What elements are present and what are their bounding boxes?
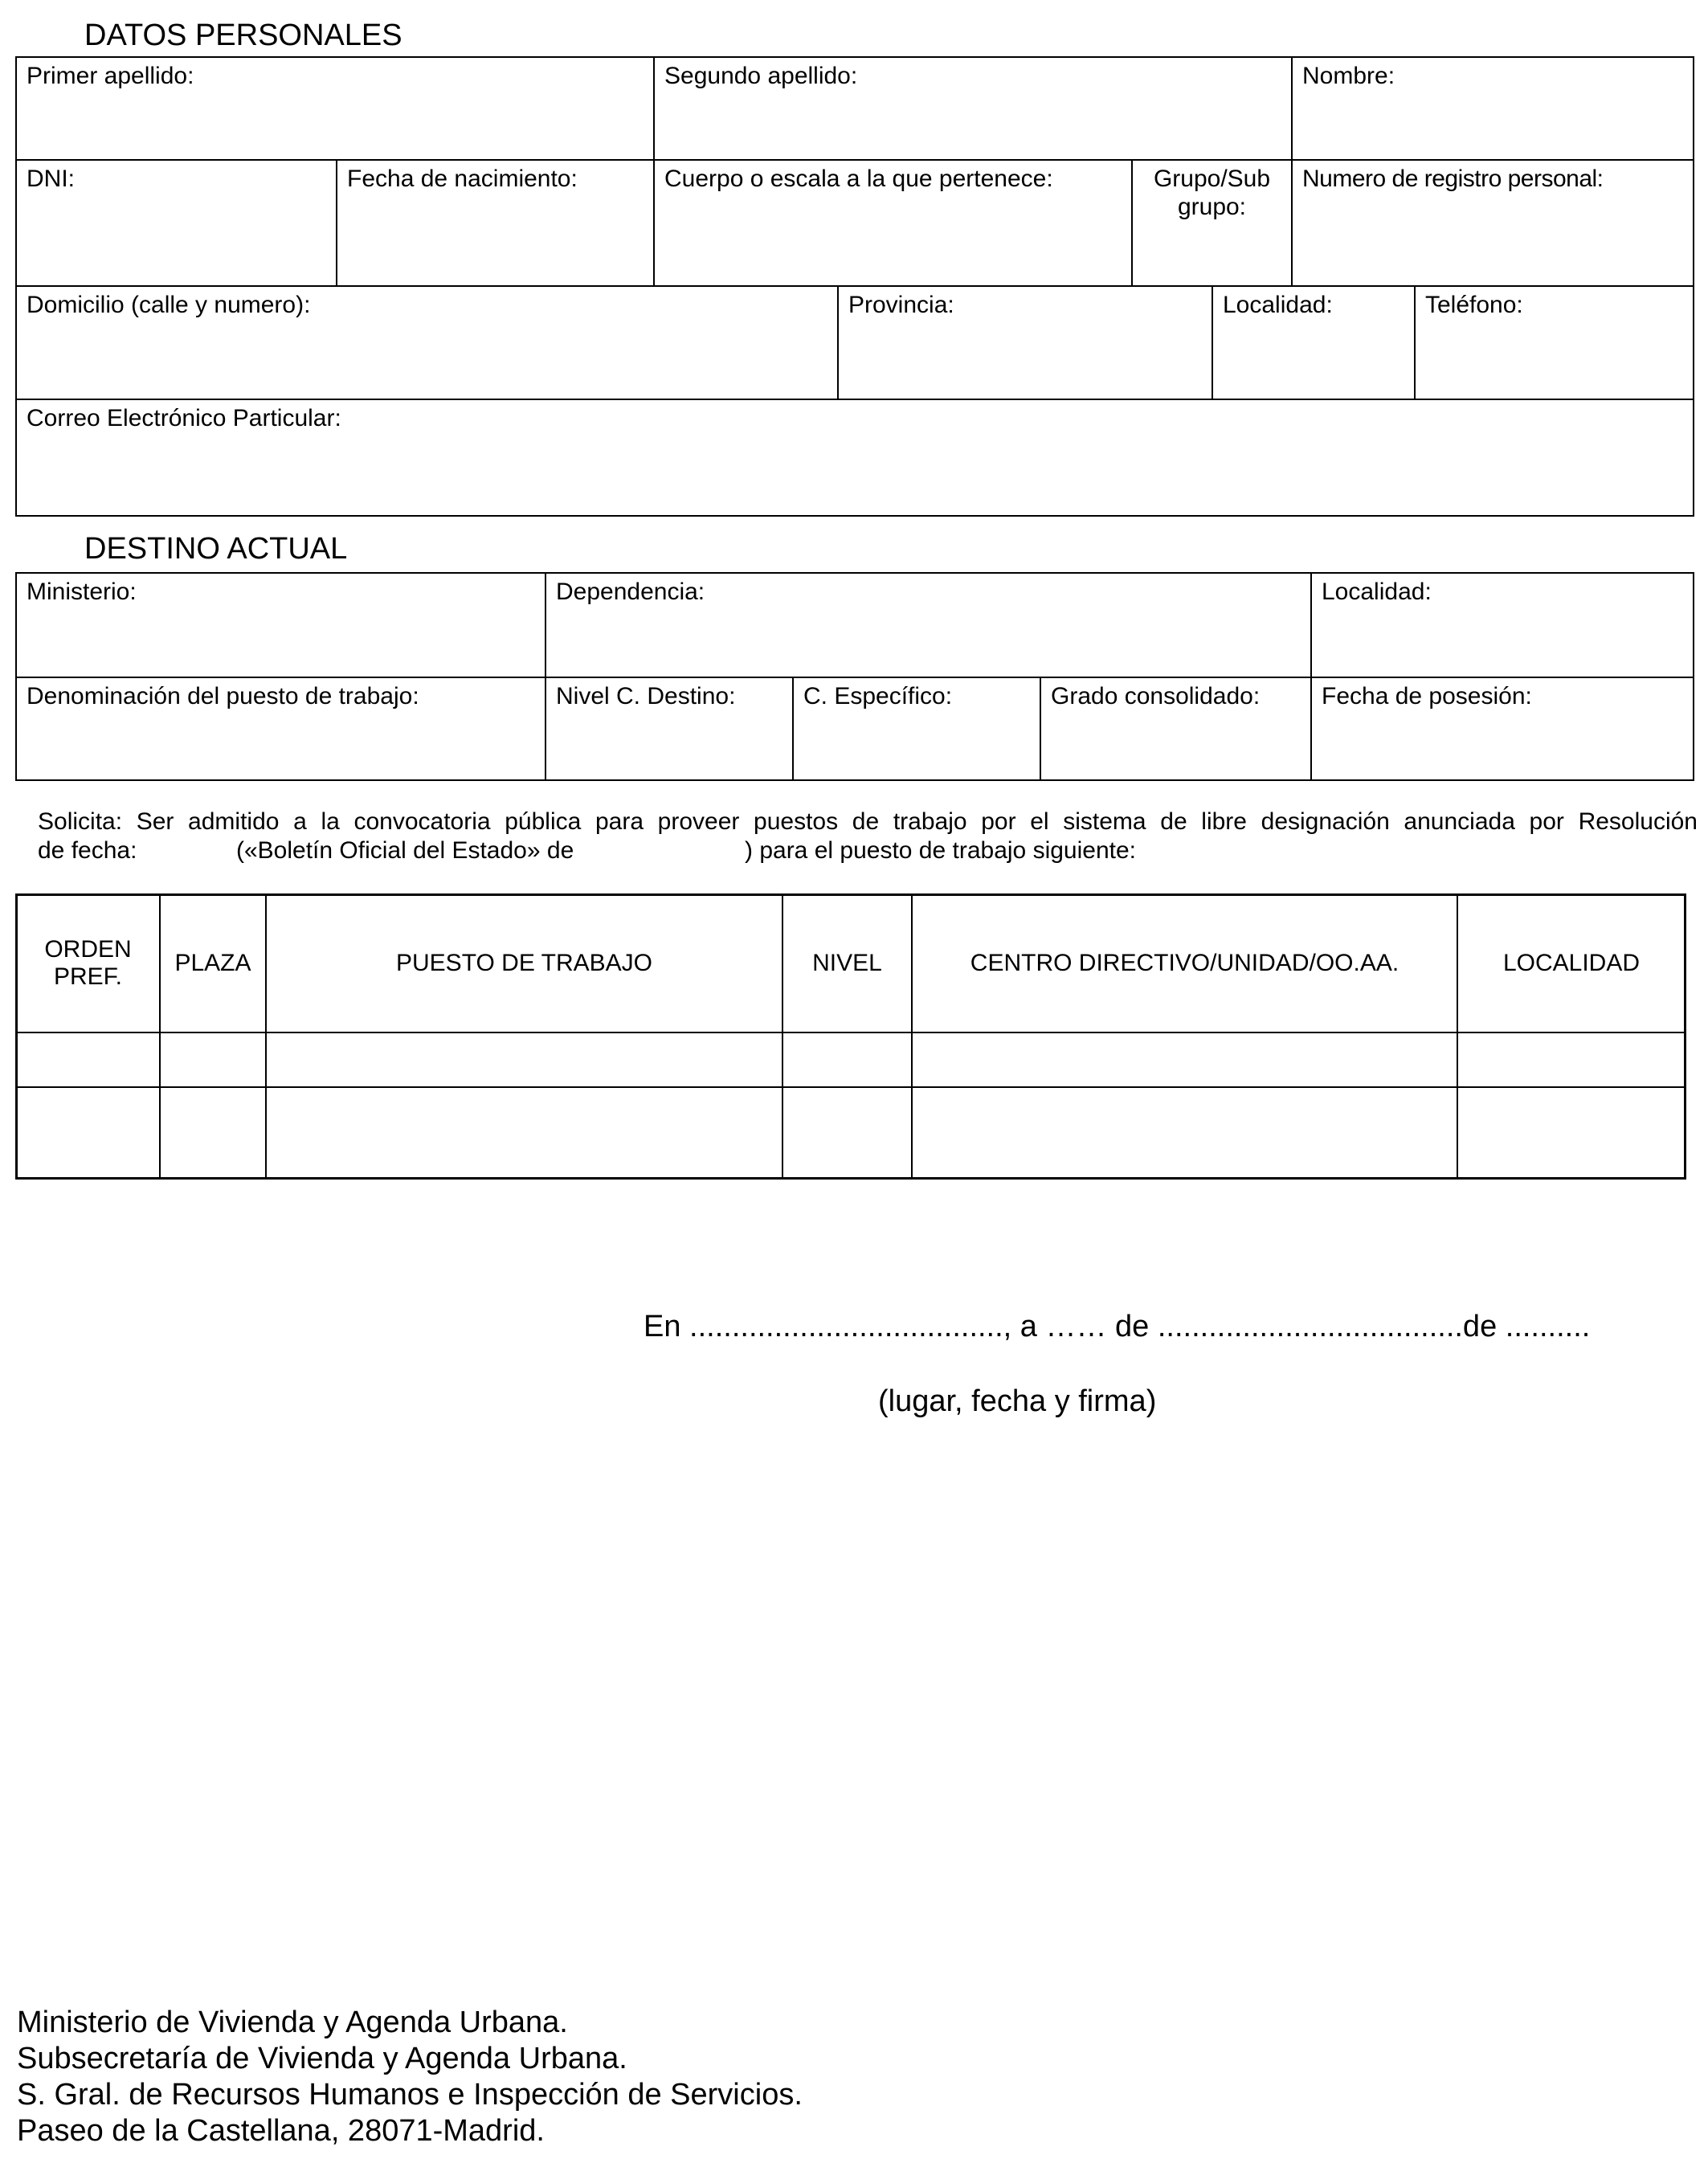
footer-address [17,2005,803,2149]
field-label: Provincia: [848,292,954,318]
table-cell[interactable] [15,1086,161,1180]
field-grupo-subgrupo[interactable] [1131,159,1293,287]
field-label: Teléfono: [1425,292,1523,318]
field-label: Fecha de posesión: [1322,683,1532,709]
field-dni[interactable] [15,159,337,287]
table-cell[interactable] [911,1086,1458,1180]
table-cell[interactable] [911,1032,1458,1088]
field-ministerio[interactable] [15,572,546,678]
field-label: Nivel C. Destino: [556,683,736,709]
field-label: Cuerpo o escala a la que pertenece: [664,166,1053,192]
field-label: Ministerio: [27,579,137,605]
section-title-destino-actual: DESTINO ACTUAL [84,532,348,566]
field-localidad[interactable] [1212,285,1416,400]
column-header-plaza: PLAZA [159,893,267,1033]
table-cell[interactable] [265,1086,783,1180]
signature-note: (lugar, fecha y firma) [878,1384,1157,1418]
field-label: Primer apellido: [27,63,194,89]
field-provincia[interactable] [837,285,1213,400]
column-header-localidad: LOCALIDAD [1457,893,1686,1033]
table-cell[interactable] [159,1032,267,1088]
table-cell[interactable] [782,1032,913,1088]
field-fecha-posesion[interactable] [1310,677,1694,781]
table-cell[interactable] [159,1086,267,1180]
footer-line: Ministerio de Vivienda y Agenda Urbana. [17,2006,568,2039]
table-cell[interactable] [265,1032,783,1088]
field-label: grupo: [1177,193,1247,220]
field-nivel-destino[interactable] [545,677,794,781]
field-label: Segundo apellido: [664,63,858,89]
solicita-text-line1: Solicita: Ser admitido a la convocatoria pública para proveer puestos de trabajo por el sistema de libre designación anunciada por Resolución [38,808,1698,835]
table-cell[interactable] [1457,1086,1686,1180]
field-label: Localidad: [1322,579,1432,605]
signature-date-line[interactable]: En ....................................., a …… de ....................................de .......... [644,1310,1591,1343]
field-segundo-apellido[interactable] [653,56,1293,161]
table-cell[interactable] [15,1032,161,1088]
field-nombre[interactable] [1291,56,1694,161]
solicita-text-fecha: de fecha: [38,837,137,864]
field-fecha-nacimiento[interactable] [336,159,655,287]
column-header-nivel: NIVEL [782,893,913,1033]
field-label: Grupo/Sub [1153,166,1271,192]
field-label: Localidad: [1223,292,1333,318]
footer-line: S. Gral. de Recursos Humanos e Inspección de Servicios. [17,2078,803,2112]
field-label: Numero de registro personal: [1302,166,1604,192]
table-cell[interactable] [782,1086,913,1180]
field-telefono[interactable] [1414,285,1694,400]
solicita-text-boe: («Boletín Oficial del Estado» de [236,837,574,864]
field-label: Grado consolidado: [1051,683,1261,709]
field-label: Denominación del puesto de trabajo: [27,683,419,709]
field-numero-registro[interactable] [1291,159,1694,287]
field-dependencia[interactable] [545,572,1312,678]
footer-line: Subsecretaría de Vivienda y Agenda Urbana. [17,2042,627,2075]
column-header-orden [15,893,161,1033]
field-correo[interactable] [15,399,1694,517]
field-label: C. Específico: [803,683,953,709]
section-title-datos-personales: DATOS PERSONALES [84,18,402,52]
column-header-text: PREF. [53,963,123,990]
field-label: Fecha de nacimiento: [347,166,578,192]
column-header-centro: CENTRO DIRECTIVO/UNIDAD/OO.AA. [911,893,1458,1033]
footer-line: Paseo de la Castellana, 28071-Madrid. [17,2114,545,2148]
column-header-text: ORDEN [44,935,132,963]
table-cell[interactable] [1457,1032,1686,1088]
column-header-puesto: PUESTO DE TRABAJO [265,893,783,1033]
field-label: Domicilio (calle y numero): [27,292,311,318]
field-denominacion-puesto[interactable] [15,677,546,781]
field-especifico[interactable] [792,677,1041,781]
field-cuerpo-escala[interactable] [653,159,1133,287]
field-grado-consolidado[interactable] [1040,677,1312,781]
field-domicilio[interactable] [15,285,839,400]
field-label: Nombre: [1302,63,1395,89]
field-localidad-destino[interactable] [1310,572,1694,678]
field-label: DNI: [27,166,75,192]
field-label: Dependencia: [556,579,705,605]
solicita-text-puesto: ) para el puesto de trabajo siguiente: [745,837,1136,864]
field-primer-apellido[interactable] [15,56,655,161]
field-label: Correo Electrónico Particular: [27,405,341,431]
